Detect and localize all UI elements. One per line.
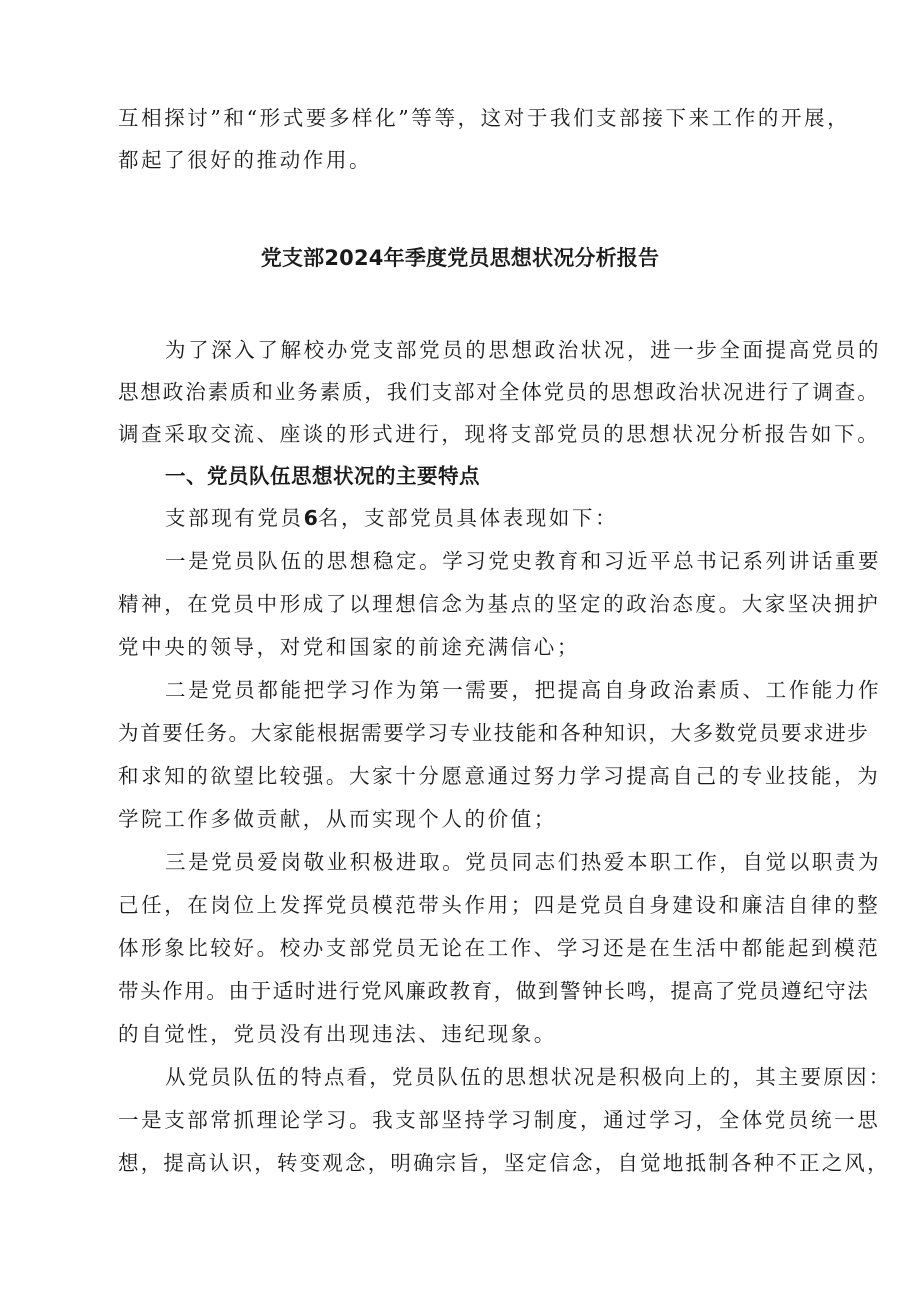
point-three-line: 体形象比较好。校办支部党员无论在工作、学习还是在生活中都能起到模范 (118, 936, 881, 960)
point-three-line: 三是党员爱岗敬业积极进取。党员同志们热爱本职工作，自觉以职责为 (165, 850, 882, 874)
members-suffix: 名，支部党员具体表现如下： (317, 506, 619, 530)
point-two-line: 和求知的欲望比较强。大家十分愿意通过努力学习提高自己的专业技能，为 (118, 764, 881, 788)
reasons-line: 一是支部常抓理论学习。我支部坚持学习制度，通过学习，全体党员统一思 (118, 1108, 881, 1132)
intro-line: 思想政治素质和业务素质，我们支部对全体党员的思想政治状况进行了调查。 (118, 380, 880, 404)
point-two-line: 为首要任务。大家能根据需要学习专业技能和各种知识，大多数党员要求进步 (118, 721, 870, 745)
intro-line: 为了深入了解校办党支部党员的思想政治状况，进一步全面提高党员的 (165, 338, 882, 362)
continuation-line: 都起了很好的推动作用。 (118, 148, 373, 172)
reasons-line: 从党员队伍的特点看，党员队伍的思想状况是积极向上的，其主要原因： (165, 1065, 892, 1089)
report-title: 党支部2024年季度党员思想状况分析报告 (260, 246, 660, 270)
members-line (165, 504, 618, 532)
point-one-line: 一是党员队伍的思想稳定。学习党史教育和习近平总书记系列讲话重要 (165, 549, 882, 573)
section-heading: 一、党员队伍思想状况的主要特点 (165, 464, 480, 488)
intro-line: 调查采取交流、座谈的形式进行，现将支部党员的思想状况分析报告如下。 (118, 422, 881, 446)
point-one-line: 精神，在党员中形成了以理想信念为基点的坚定的政治态度。大家坚决拥护 (118, 592, 881, 616)
point-three-line: 带头作用。由于适时进行党风廉政教育，做到警钟长鸣，提高了党员遵纪守法 (118, 979, 870, 1003)
point-two-line: 学院工作多做贡献，从而实现个人的价值； (118, 807, 557, 831)
point-three-line: 己任，在岗位上发挥党员模范带头作用；四是党员自身建设和廉洁自律的整 (118, 893, 881, 917)
point-two-line: 二是党员都能把学习作为第一需要，把提高自身政治素质、工作能力作 (165, 678, 882, 702)
point-one-line: 党中央的领导，对党和国家的前途充满信心； (118, 635, 580, 659)
continuation-line: 互相探讨”和“形式要多样化”等等，这对于我们支部接下来工作的开展， (118, 106, 851, 130)
member-count: 6 (303, 506, 318, 530)
point-three-line: 的自觉性，党员没有出现违法、违纪现象。 (118, 1022, 557, 1046)
reasons-line: 想，提高认识，转变观念，明确宗旨，坚定信念，自觉地抵制各种不正之风， (118, 1151, 890, 1175)
members-prefix: 支部现有党员 (165, 506, 304, 530)
